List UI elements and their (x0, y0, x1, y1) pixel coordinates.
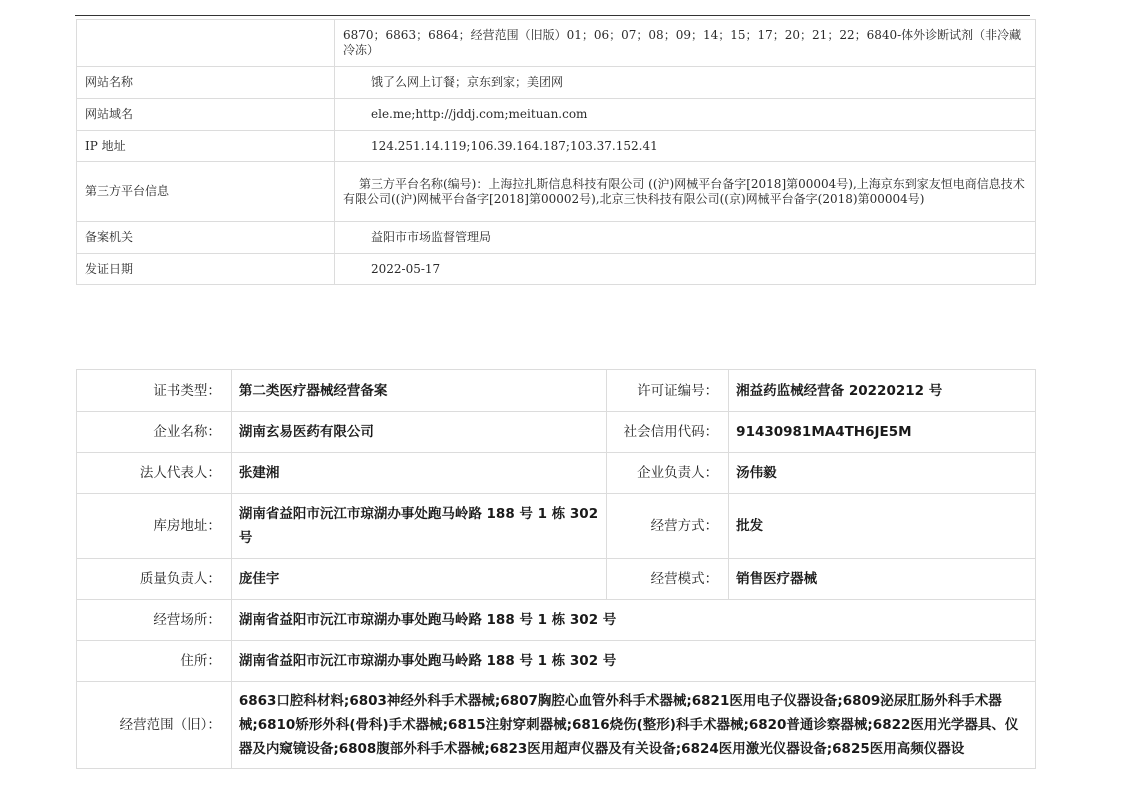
residence-value: 湖南省益阳市沅江市琼湖办事处跑马岭路 188 号 1 栋 302 号 (231, 641, 1035, 682)
manager-label: 企业负责人： (607, 453, 729, 494)
residence-label: 住所： (77, 641, 232, 682)
third-party-platform-value: 第三方平台名称(编号)：上海拉扎斯信息科技有限公司 ((沪)网械平台备字[2018]第00004号),上海京东到家友恒电商信息技术有限公司((沪)网械平台备字[2018]第00002号),北京三快科技有限公司((京)网械平台备字(2018)第00004号) (335, 162, 1036, 222)
table-row (77, 20, 1036, 67)
credit-code-value: 91430981MA4TH6JE5M (729, 412, 1036, 453)
website-name-value: 饿了么网上订餐；京东到家；美团网 (335, 67, 1036, 99)
ip-address-value: 124.251.14.119;106.39.164.187;103.37.152.41 (335, 131, 1036, 162)
company-name-label: 企业名称： (77, 412, 232, 453)
warehouse-value: 湖南省益阳市沅江市琼湖办事处跑马岭路 188 号 1 栋 302 号 (231, 494, 606, 559)
premises-label: 经营场所： (77, 600, 232, 641)
table-row (77, 641, 1036, 682)
issue-date-label: 发证日期 (77, 254, 335, 285)
filing-authority-value: 益阳市市场监督管理局 (335, 222, 1036, 254)
legal-rep-label: 法人代表人： (77, 453, 232, 494)
upper-record-table (76, 19, 1036, 285)
manager-value: 汤伟毅 (729, 453, 1036, 494)
website-domain-value: ele.me;http://jddj.com;meituan.com (335, 99, 1036, 131)
table-row (77, 162, 1036, 222)
website-domain-label: 网站域名 (77, 99, 335, 131)
business-model-label: 经营模式： (607, 559, 729, 600)
premises-value: 湖南省益阳市沅江市琼湖办事处跑马岭路 188 号 1 栋 302 号 (231, 600, 1035, 641)
company-name-value: 湖南玄易医药有限公司 (231, 412, 606, 453)
business-scope-label: 经营范围（旧）： (77, 682, 232, 769)
cert-type-value: 第二类医疗器械经营备案 (231, 370, 606, 412)
table-row (77, 412, 1036, 453)
business-model-value: 销售医疗器械 (729, 559, 1036, 600)
scope-continued-value: 6870；6863；6864；经营范围（旧版）01；06；07；08；09；14；15；17；20；21；22；6840-体外诊断试剂（非冷藏冷冻） (335, 20, 1036, 67)
legal-rep-value: 张建湘 (231, 453, 606, 494)
certificate-table (76, 369, 1036, 769)
empty-label-cell (77, 20, 335, 67)
third-party-platform-label: 第三方平台信息 (77, 162, 335, 222)
table-row (77, 370, 1036, 412)
table-row (77, 494, 1036, 559)
license-no-value: 湘益药监械经营备 20220212 号 (729, 370, 1036, 412)
table-row (77, 682, 1036, 769)
table-row (77, 453, 1036, 494)
business-mode-value: 批发 (729, 494, 1036, 559)
table-row (77, 559, 1036, 600)
issue-date-value: 2022-05-17 (335, 254, 1036, 285)
cert-type-label: 证书类型： (77, 370, 232, 412)
table-row (77, 254, 1036, 285)
table-row (77, 131, 1036, 162)
license-no-label: 许可证编号： (607, 370, 729, 412)
table-row (77, 99, 1036, 131)
table-row (77, 600, 1036, 641)
business-mode-label: 经营方式： (607, 494, 729, 559)
table-row (77, 222, 1036, 254)
table-row (77, 67, 1036, 99)
quality-manager-value: 庞佳宇 (231, 559, 606, 600)
filing-authority-label: 备案机关 (77, 222, 335, 254)
warehouse-label: 库房地址： (77, 494, 232, 559)
ip-address-label: IP 地址 (77, 131, 335, 162)
quality-manager-label: 质量负责人： (77, 559, 232, 600)
business-scope-value: 6863口腔科材料;6803神经外科手术器械;6807胸腔心血管外科手术器械;6821医用电子仪器设备;6809泌尿肛肠外科手术器械;6810矫形外科(骨科)手术器械;6815注射穿刺器械;6816烧伤(整形)科手术器械;6820普通诊察器械;6822医用光学器具、仪器及内窥镜设备;6808腹部外科手术器械;6823医用超声仪器及有关设备;6824医用激光仪器设备;6825医用高频仪器设 (231, 682, 1035, 769)
website-name-label: 网站名称 (77, 67, 335, 99)
credit-code-label: 社会信用代码： (607, 412, 729, 453)
top-rule (75, 15, 1030, 16)
